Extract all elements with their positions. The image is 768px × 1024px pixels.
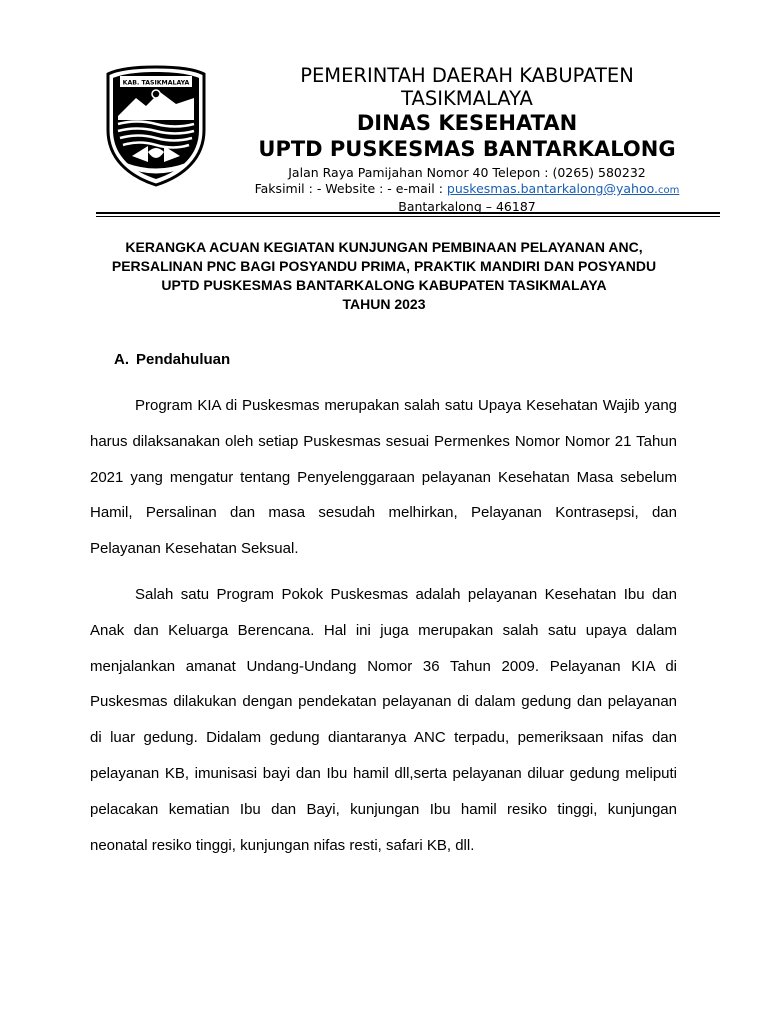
title-line-2: PERSALINAN PNC BAGI POSYANDU PRIMA, PRAKTIK MANDIRI DAN POSYANDU [111,258,657,274]
section-number: A. [114,351,129,368]
letterhead-regency: TASIKMALAYA [401,87,533,110]
letterhead-contact [230,181,704,199]
paragraph-2-text: Salah satu Program Pokok Puskesmas adalah pelayanan Kesehatan Ibu dan Anak dan Keluarga Berencana. Hal ini juga merupakan salah satu upaya dalam menjalankan amanat Undang-Undang Nomor 36 Tahun 2009. Pelayanan KIA di Puskesmas dilakukan dengan pendekatan pelayanan di dalam gedung dan pelayanan di luar gedung. Didalam gedung diantaranya ANC terpadu, pemeriksaan nifas dan pelayanan KB, imunisasi bayi dan Ibu hamil dll,serta pelayanan diluar gedung meliputi pelacakan kematian Ibu dan Bayi, kunjungan Ibu hamil resiko tinggi, kunjungan neonatal resiko tinggi, kunjungan nifas resti, safari KB, dll. [90,586,677,854]
email-suffix: com [658,185,680,196]
header-divider-thin [96,216,720,217]
paragraph-1-text: Program KIA di Puskesmas merupakan salah satu Upaya Kesehatan Wajib yang harus dilaksanakan oleh setiap Puskesmas sesuai Permenkes Nomor Nomor 21 Tahun 2021 yang mengatur tentang Penyelenggaraan pelayanan Kesehatan Masa sebelum Hamil, Persalinan dan masa sesudah melhirkan, Pelayanan Kontrasepsi, dan Pelayanan Kesehatan Seksual. [90,397,677,558]
title-line-3: UPTD PUSKESMAS BANTARKALONG KABUPATEN TASIKMALAYA [161,277,607,293]
letterhead-agency: DINAS KESEHATAN [356,111,578,135]
letterhead [230,64,704,215]
title-line-1: KERANGKA ACUAN KEGIATAN KUNJUNGAN PEMBINAAN PELAYANAN ANC, [125,239,643,255]
header-divider-thick [96,212,720,214]
letterhead-government: PEMERINTAH DAERAH KABUPATEN [300,64,634,87]
section-title: Pendahuluan [136,351,231,368]
letterhead-address: Jalan Raya Pamijahan Nomor 40 Telepon : (0265) 580232 [288,165,646,180]
letterhead-unit: UPTD PUSKESMAS BANTARKALONG [258,137,676,161]
section-heading [114,351,230,368]
paragraph-1 [90,388,677,567]
title-line-4: TAHUN 2023 [342,296,426,312]
email-link[interactable] [447,181,679,196]
contact-prefix: Faksimil : - Website : - e-mail : [254,181,447,196]
document-title [90,238,678,314]
regency-emblem-icon [104,64,208,188]
emblem-label: KAB. TASIKMALAYA [122,79,190,87]
letterhead-postal: Bantarkalong – 46187 [398,199,536,214]
email-main: puskesmas.bantarkalong@yahoo. [446,181,659,196]
paragraph-2 [90,577,677,863]
